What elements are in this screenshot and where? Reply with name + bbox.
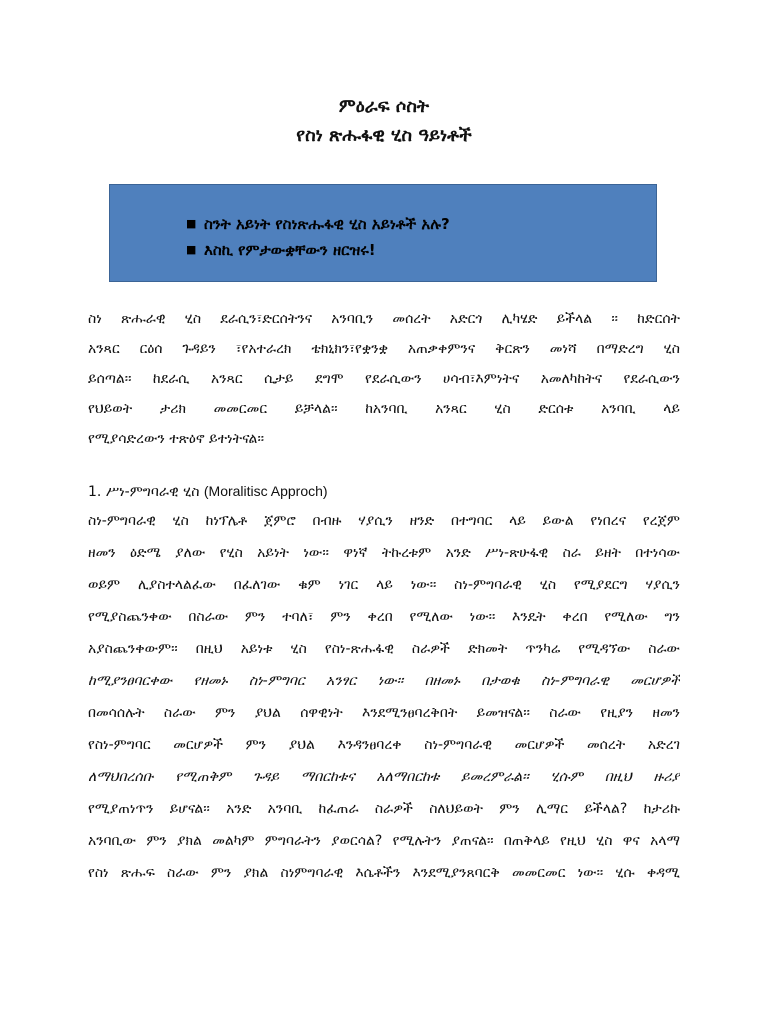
objective-text: ስንት አይነት የስነጽሑፋዊ ሂስ አይነቶች አሉ? xyxy=(204,215,450,233)
paragraph-line: አንጻር ርዕሰ ጉዳይን ፣የአተራረክ ቴክኒክን፣የቋንቋ አጠቃቀምንና ቅርጽን መነሻ በማድረግ ሂስ xyxy=(88,341,680,357)
section-title-english: (Moralitisc Approch) xyxy=(203,483,328,499)
objective-item xyxy=(186,211,450,237)
paragraph-line: አያስጨንቀውም፡፡ በዚህ አይነቱ ሂስ የስነ-ጽሑፋዊ ስራዎች ድክመት ጥንካሬ የሚዳኘው ስራው xyxy=(88,641,680,657)
section1-paragraph xyxy=(88,505,680,889)
paragraph-line: የሚያጠነጥን ይሆናል፡፡ አንድ አንባቢ ከፈጠራ ስራዎች ስለህይወት ምን ሊማር ይችላል? ከታሪኩ xyxy=(88,801,680,817)
paragraph-line: የሚያስጨንቀው በስራው ምን ተባለ፣ ምን ቀረበ የሚለው ነው፡፡ እንዴት ቀረበ የሚለው ግን xyxy=(88,609,680,625)
objective-text: እስኪ የምታውቋቸውን ዘርዝሩ! xyxy=(204,241,376,259)
section-number: 1. xyxy=(88,484,102,500)
paragraph-line: ከሚያንፀባርቀው የዘመኑ ስነ-ምግባር አንፃር ነው፡፡ በዘመኑ በታወቁ ስነ-ምግባራዊ መርሆዎች xyxy=(88,673,680,689)
section-title-amharic: ሥነ-ምግባራዊ ሂስ xyxy=(105,484,200,500)
paragraph-line: ስነ ጽሑራዊ ሂስ ደራሲን፣ድርሰትንና አንባቢን መሰረት አድርጎ ሊካሄድ ይችላል ፡፡ ከድርሰት xyxy=(88,311,680,327)
paragraph-line: ወይም ሊያስተላልፈው በፈለገው ቁም ነገር ላይ ነው፡፡ ስነ-ምግባራዊ ሂስ የሚያደርግ ሃያሲን xyxy=(88,577,680,593)
objective-item xyxy=(186,237,450,263)
paragraph-line: የስነ ጽሑፍ ስራው ምን ያክል ስነምግባራዊ እሴቶችን እንደሚያንጸባርቅ መመርመር ነው፡፡ ሂሱ ቀዳሚ xyxy=(88,865,680,881)
square-bullet-icon: ■ xyxy=(186,217,197,230)
paragraph-line: ስነ-ምግባራዊ ሂስ ከነፕሌቶ ጀምሮ በብዙ ሃያሲን ዘንድ በተግባር ላይ ይውል የነበረና የረጀም xyxy=(88,513,680,529)
objectives-list xyxy=(186,211,450,263)
paragraph-line: አንባቢው ምን ያክል መልካም ምግባራትን ያወርሳል? የሚሉትን ያጠናል፡፡ በጠቅላይ የዚህ ሂስ ዋና አላማ xyxy=(88,833,680,849)
objectives-box xyxy=(109,184,657,282)
paragraph-line: የሚያሳድረውን ተጽዕኖ ይተነትናል፡፡ xyxy=(88,431,265,447)
paragraph-line: ዘመን ዕድሜ ያለው የሂስ አይነት ነው፡፡ ዋነኛ ትኩረቱም አንድ ሥነ-ጽሁፋዊ ስራ ይዘት በተነሳው xyxy=(88,545,680,561)
square-bullet-icon: ■ xyxy=(186,243,197,256)
paragraph-line: የስነ-ምግባር መርሆዎች ምን ያህል እንዳንፀባረቀ ስነ-ምግባራዊ መርሆዎች መሰረት አድረገ xyxy=(88,737,680,753)
intro-paragraph xyxy=(88,304,680,454)
section-heading xyxy=(88,480,328,503)
chapter-title-line2: የስነ ጽሑፋዊ ሂስ ዓይነቶች xyxy=(296,125,472,146)
paragraph-line: ይሰጣል፡፡ ከደራሲ አንጻር ሲታይ ደግሞ የደራሲውን ሀሳብ፣እምነትና አመለካከትና የደራሲውን xyxy=(88,371,680,387)
paragraph-line: የህይወት ታሪክ መመርመር ይቻላል፡፡ ከአንባቢ አንጻር ሂስ ድርሰቱ አንባቢ ላይ xyxy=(88,401,680,417)
paragraph-line: ለማህበረሰቡ የሚጠቅም ጉዳይ ማበርከቱና አለማበርከቱ ይመረምራል፡፡ ሂሱም በዚህ ዙሪያ xyxy=(88,769,680,785)
chapter-title-line1: ምዕራፍ ሶስት xyxy=(338,96,430,117)
paragraph-line: በመሳሰሉት ስራው ምን ያህል ሰዋዊነት እንደሚንፀባረቅበት ይመዝናል፡፡ ስራው የዚያን ዘመን xyxy=(88,705,680,721)
